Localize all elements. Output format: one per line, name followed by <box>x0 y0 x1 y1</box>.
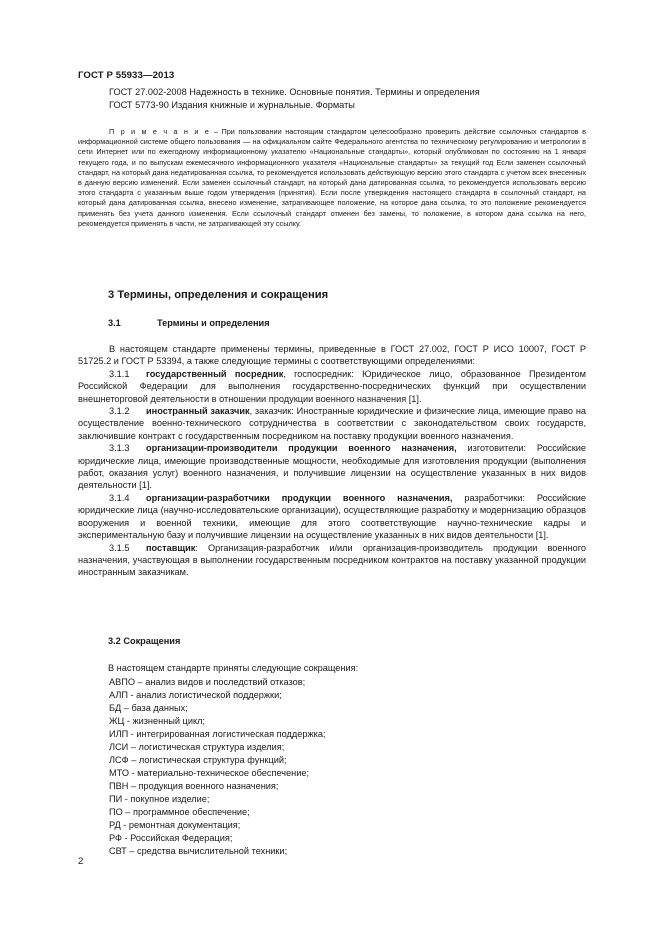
list-item: ПВН – продукция военного назначения; <box>109 781 279 791</box>
term-item <box>78 542 586 579</box>
term-number: 3.1.4 <box>109 492 130 503</box>
abbreviations-list <box>109 676 326 858</box>
list-item: ЛСФ – логистическая структура функций; <box>109 755 287 765</box>
term-name: организации-производители продукции военного назначения, <box>146 443 457 454</box>
term-item <box>78 492 586 542</box>
term-number: 3.1.5 <box>109 542 130 553</box>
list-item: ПИ - покупное изделие; <box>109 794 210 804</box>
term-number: 3.1.2 <box>109 406 130 417</box>
term-number: 3.1.3 <box>109 443 130 454</box>
term-name: организации-разработчики продукции военного назначения, <box>146 492 453 503</box>
terms-intro: В настоящем стандарте применены термины, приведенные в ГОСТ 27.002, ГОСТ Р ИСО 10007, ГОСТ Р 51725.2 и ГОСТ Р 53394, а также следующие термины с соответствующими определениями: <box>78 344 586 367</box>
list-item: РД - ремонтная документация; <box>109 820 241 830</box>
list-item: СВТ – средства вычислительной техники; <box>109 846 288 856</box>
term-definition: : Организация-разработчик и/или организация-производитель продукции военного назначения, участвующая в выполнении государственным посредником контрактов на поставку указанной продукции иностранным заказчикам. <box>78 542 586 578</box>
term-definition: , заказчик: Иностранные юридические и физические лица, имеющие право на осуществление военно-технического сотрудничества в соответствии с законодательством своих государств, заключившие контракт с государственным посредником на поставку продукции военного назначения. <box>78 406 587 441</box>
list-item: ПО – программное обеспечение; <box>109 807 250 817</box>
list-item: МТО - материально-техническое обеспечение; <box>109 768 310 778</box>
subsection-name: Термины и определения <box>157 318 270 328</box>
note-label: П р и м е ч а н и е <box>109 127 211 136</box>
subsection-title-terms <box>108 318 270 328</box>
term-name: поставщик <box>146 542 196 553</box>
term-number: 3.1.1 <box>109 368 130 379</box>
term-item <box>78 368 586 405</box>
page-number: 2 <box>78 856 84 867</box>
terms-body <box>78 343 586 579</box>
document-header: ГОСТ Р 55933—2013 <box>78 70 175 81</box>
subsection-title-abbreviations: 3.2 Сокращения <box>108 636 181 646</box>
list-item: БД – база данных; <box>109 703 188 713</box>
list-item: ЛСИ – логистическая структура изделия; <box>109 742 285 752</box>
term-item <box>78 442 586 492</box>
term-item <box>78 405 586 442</box>
list-item: РФ - Российская Федерация; <box>109 833 233 843</box>
list-item: АЛП - анализ логистической поддержки; <box>109 690 282 700</box>
note-text: – При пользовании настоящим стандартом целесообразно проверить действие ссылочных стандартов в информационной системе общего пользования — на официальном сайте Федерального агентства по техническому регулированию и метрологии в сети Интернет или по ежегодному информационному указателю «Национальные стандарты», который опубликован по состоянию на 1 января текущего года, и по выпускам ежемесячного информационного указателя «Национальные стандарты» за текущий год Если заменен ссылочный стандарт, на который дана недатированная ссылка, то рекомендуется использовать действующую версию этого стандарта с учетом всех внесенных в данную версию изменений. Если заменен ссылочный стандарт, на который дана датированная ссылка, то рекомендуется использовать версию этого стандарта с указанным выше годом утверждения (принятия). Если после утверждения настоящего стандарта в ссылочный стандарт, на который дана датированная ссылка, внесено изменение, затрагивающее положение, на которое дана ссылка, то это положение рекомендуется применять без учета данного изменения. Если ссылочный стандарт отменен без замены, то положение, в котором дана ссылка на него, рекомендуется применять в части, не затрагивающей эту ссылку. <box>78 127 587 228</box>
subsection-number: 3.1 <box>108 318 121 328</box>
note-paragraph <box>78 127 586 229</box>
term-definition: , госпосредник: Юридическое лицо, образованное Президентом Российской Федерации для выполнения государственно-посреднических функций при осуществлении внешнеторговой деятельности в отношении продукции военного назначения [1]. <box>78 368 586 404</box>
list-item: АВПО – анализ видов и последствий отказов; <box>109 677 306 687</box>
term-definition: разработчики: Российские юридические лица (научно-исследовательские организации), осуществляющие разработку и модернизацию образцов вооружения и военной техники, имеющие для этого соответствующие научно-технические кадры и экспериментальную базу и получившие лицензии на осуществление указанных в них видов деятельности [1]. <box>78 492 586 541</box>
section-title: 3 Термины, определения и сокращения <box>108 289 329 301</box>
list-item: ЖЦ - жизненный цикл; <box>109 716 205 726</box>
reference-gost-27002: ГОСТ 27.002-2008 Надежность в технике. Основные понятия. Термины и определения <box>109 87 480 97</box>
term-definition: изготовители: Российские юридические лица, имеющие производственные мощности, необходимые для изготовления продукции (выполнения работ, оказания услуг) военного назначения, и получившие лицензии на осуществление указанных в них видов деятельности [1]. <box>78 443 586 491</box>
reference-gost-5773: ГОСТ 5773-90 Издания книжные и журнальные. Форматы <box>109 100 355 110</box>
term-name: иностранный заказчик <box>146 406 250 417</box>
list-item: ИЛП - интегрированная логистическая поддержка; <box>109 729 326 739</box>
term-name: государственный посредник <box>146 368 284 379</box>
abbreviations-intro: В настоящем стандарте приняты следующие сокращения: <box>108 663 359 673</box>
